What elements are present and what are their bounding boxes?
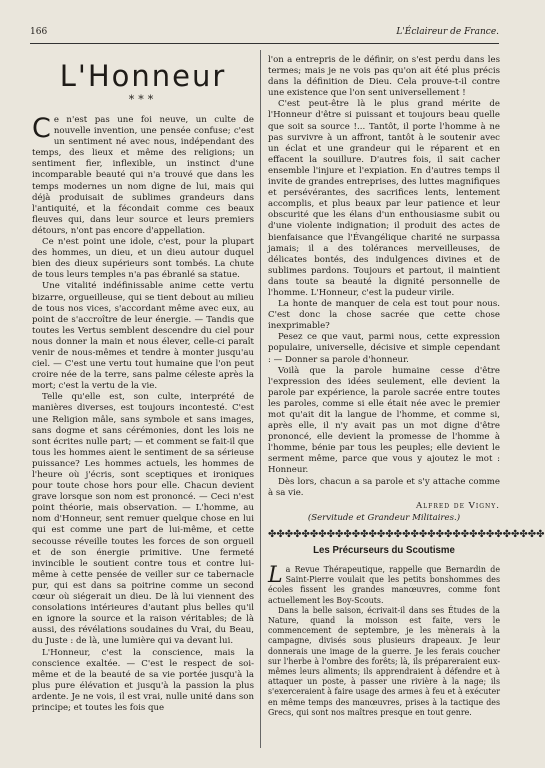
article-paragraph: Pesez ce que vaut, parmi nous, cette expression populaire, universelle, décisive et simple cependant : — Donner sa parole d'honneur. — [268, 332, 500, 365]
title-ornament: *** — [128, 93, 158, 106]
article-paragraph: l'on a entrepris de le définir, on s'est perdu dans les termes; mais je ne vois pas qu'on ait été plus précis dans la définition de Dieu. Cela prouve-t-il contre une existence que l'on sent universellement ! — [268, 55, 500, 99]
left-column — [32, 55, 254, 714]
article-paragraph: C'est peut-être là le plus grand mérite de l'Honneur d'être si puissant et toujours beau quelle que soit sa source !... Tantôt, il porte l'homme à ne pas survivre à un affront, tantôt à le soutenir avec un éclat et une grandeur qui le réparent et en effacent la souillure. D'autres fois, il sait cacher ensemble l'injure et l'expiation. En d'autres temps il invite de grandes entreprises, des luttes magnifiques et persévérantes, des sacrifices lents, lentement accomplis, et plus beaux par leur patience et leur obscurité que les élans d'un enthousiasme subit ou d'une violente indignation; il produit des actes de bienfaisance que l'Évangélique charité ne surpassa jamais; il a des tolérances merveilleuses, de délicates bontés, des indulgences divines et de sublimes pardons. Toujours et partout, il maintient dans toute sa beauté la dignité personnelle de l'homme. L'Honneur, c'est la pudeur virile. — [268, 99, 500, 298]
journal-title: L'Éclaireur de France. — [396, 27, 499, 37]
signature-source: (Servitude et Grandeur Militaires.) — [307, 512, 461, 523]
drop-cap: C — [32, 113, 51, 144]
header-rule — [30, 43, 499, 44]
section-title: Les Précurseurs du Scoutisme — [313, 544, 455, 557]
article-title: L'Honneur — [59, 59, 227, 93]
page-number: 166 — [30, 27, 48, 37]
article-paragraph: La honte de manquer de cela est tout pour nous. C'est donc la chose sacrée que cette chose inexprimable? — [268, 299, 500, 332]
section-paragraph: La Revue Thérapeutique, rappelle que Bernardin de Saint-Pierre voulait que les petits bonshommes des écoles fissent les grandes manœuvres, comme font actuellement les Boy-Scouts. — [268, 563, 500, 605]
article-paragraph: Ce n'est point une idole, c'est, pour la plupart des hommes, un dieu, et un dieu autour duquel bien des dieux supérieurs sont tombés. La chute de tous leurs temples n'a pas ébranlé sa statue. — [32, 237, 254, 281]
signature: Alfred de Vigny. — [415, 500, 500, 511]
section-ornament: ✤✤✤✤✤✤✤✤✤✤✤✤✤✤✤✤✤✤✤✤✤✤✤✤✤✤✤✤✤✤✤✤✤ — [268, 528, 545, 540]
column-rule — [260, 50, 261, 748]
article-paragraph: Telle qu'elle est, son culte, interprété de manières diverses, est toujours incontesté. C'est une Religion mâle, sans symbole et sans images, sans dogme et sans cérémonies, dont les lois ne sont écrites nulle part; — et comment se fait-il que tous les hommes aient le sentiment de sa sérieuse puissance? Les hommes actuels, les hommes de l'heure où j'écris, sont sceptiques et ironiques pour toute chose hors pour elle. Chacun devient grave lorsque son nom est prononcé. — Ceci n'est point théorie, mais observation. — L'homme, au nom d'Honneur, sent remuer quelque chose en lui qui est comme une part de lui-même, et cette secousse réveille toutes les forces de son orgueil et de son énergie primitive. Une fermeté invincible le soutient contre tous et contre lui-même à cette pensée de veiller sur ce tabernacle pur, qui est dans sa poitrine comme un second cœur où siégerait un dieu. De là lui viennent des consolations intérieures d'autant plus belles qu'il en ignore la source et la raison véritables; de là aussi, des révélations soudaines du Vrai, du Beau, du Juste : de là, une lumière qui va devant lui. — [32, 392, 254, 647]
article-paragraph: Une vitalité indéfinissable anime cette vertu bizarre, orgueilleuse, qui se tient debout au milieu de tous nos vices, s'accordant même avec eux, au point de s'accroître de leur énergie. — Tandis que toutes les Vertus semblent descendre du ciel pour nous donner la main et nous élever, celle-ci paraît venir de nous-mêmes et tendre à monter jusqu'au ciel. — C'est une vertu tout humaine que l'on peut croire née de la terre, sans palme céleste après la mort; c'est la vertu de la vie. — [32, 281, 254, 392]
drop-cap: L — [268, 563, 283, 589]
article-paragraph: Ce n'est pas une foi neuve, un culte de nouvelle invention, une pensée confuse; c'est un sentiment né avec nous, indépendant des temps, des lieux et même des religions; un sentiment fier, inflexible, un instinct d'une incomparable beauté qui n'a trouvé que dans les temps modernes un nom digne de lui, mais qui déjà produisait de sublimes grandeurs dans l'antiquité, et la fécondait comme ces beaux fleuves qui, dans leur source et leurs premiers détours, n'ont pas encore d'appellation. — [32, 113, 254, 236]
article-paragraph: L'Honneur, c'est la conscience, mais la conscience exaltée. — C'est le respect de soi-même et de la beauté de sa vie portée jusqu'à la plus pure élévation et jusqu'à la passion la plus ardente. Je ne vois, il est vrai, nulle unité dans son principe; et toutes les fois que — [32, 647, 254, 713]
article-paragraph: Voilà que la parole humaine cesse d'être l'expression des idées seulement, elle devient la parole par expérience, la parole sacrée entre toutes les paroles, comme si elle était née avec le premier mot qu'ait dit la langue de l'homme, et comme si, après elle, il n'y avait pas un mot digne d'être prononcé, elle devient la promesse de l'homme à l'homme, bénie par tous les peuples; elle devient le serment même, parce que vous y ajoutez le mot : Honneur. — [268, 365, 500, 476]
running-header — [30, 27, 499, 41]
article-paragraph: Dès lors, chacun a sa parole et s'y attache comme à sa vie. — [268, 476, 500, 498]
right-column — [268, 55, 545, 718]
section-paragraph: Dans la belle saison, écrivait-il dans ses Études de la Nature, quand la moisson est faite, vers le commencement de septembre, je les mènerais à la campagne, divisés sous plusieurs drapeaux. Je leur donnerais une image de la guerre. Je les ferais coucher sur l'herbe à l'ombre des forêts; là, ils prépareraient eux-mêmes leurs aliments; ils apprendraient à défendre et à attaquer un poste, à passer une rivière à la nage; ils s'exerceraient à faire usage des armes à feu et à exécuter en même temps des manœuvres, prises à la tactique des Grecs, qui sont nos maîtres presque en tout genre. — [268, 605, 500, 717]
